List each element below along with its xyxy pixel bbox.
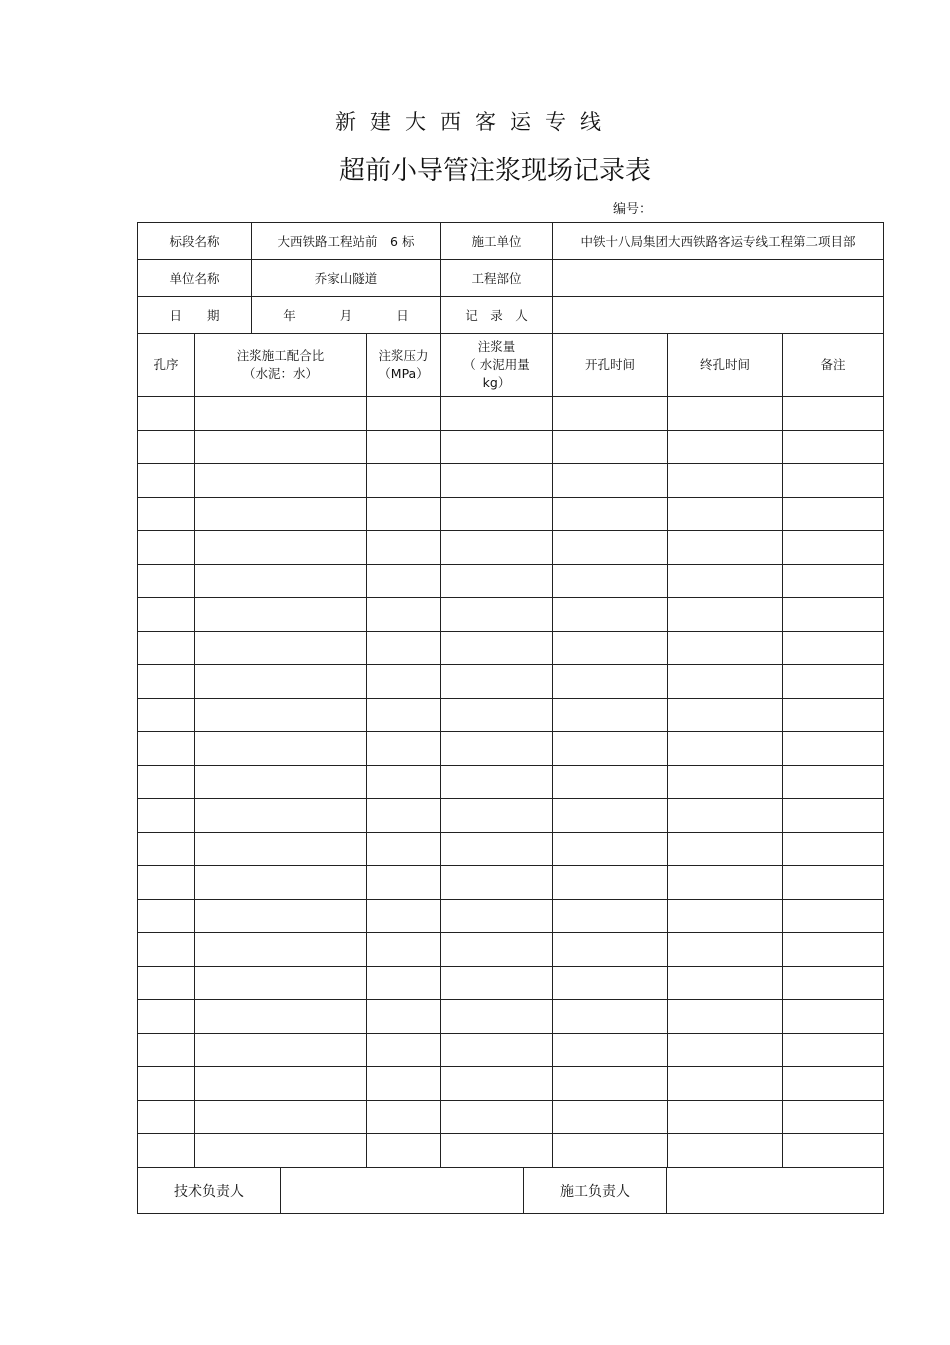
end-time-cell[interactable]: [668, 698, 783, 732]
end-time-cell[interactable]: [668, 397, 783, 431]
volume-cell[interactable]: [441, 397, 553, 431]
col-mix-ratio-line1: 注浆施工配合比: [236, 348, 325, 363]
column-header-row: [138, 334, 884, 397]
mix-ratio-cell[interactable]: [195, 631, 367, 665]
unit-value[interactable]: 乔家山隧道: [252, 260, 441, 297]
mix-ratio-cell[interactable]: [195, 665, 367, 699]
table-row: [138, 732, 884, 766]
end-time-cell[interactable]: [668, 464, 783, 498]
col-pressure-line2: （MPa）: [378, 366, 429, 381]
mix-ratio-cell[interactable]: [195, 866, 367, 900]
remarks-cell[interactable]: [783, 832, 884, 866]
volume-cell[interactable]: [441, 899, 553, 933]
volume-cell[interactable]: [441, 1033, 553, 1067]
start-time-cell[interactable]: [553, 832, 668, 866]
recorder-value[interactable]: [553, 297, 884, 334]
pressure-cell[interactable]: [367, 933, 441, 967]
start-time-cell[interactable]: [553, 397, 668, 431]
hole-no-cell[interactable]: [138, 397, 195, 431]
volume-cell[interactable]: [441, 966, 553, 1000]
start-time-cell[interactable]: [553, 1033, 668, 1067]
hole-no-cell[interactable]: [138, 765, 195, 799]
pressure-cell[interactable]: [367, 397, 441, 431]
start-time-cell[interactable]: [553, 497, 668, 531]
hole-no-cell[interactable]: [138, 497, 195, 531]
remarks-cell[interactable]: [783, 732, 884, 766]
info-row-date: [138, 297, 884, 334]
col-pressure: [367, 334, 441, 397]
hole-no-cell[interactable]: [138, 1067, 195, 1101]
volume-cell[interactable]: [441, 765, 553, 799]
remarks-cell[interactable]: [783, 665, 884, 699]
mix-ratio-cell[interactable]: [195, 598, 367, 632]
col-volume-line1: 注浆量: [477, 339, 516, 354]
col-end-time: 终孔时间: [668, 334, 783, 397]
remarks-cell[interactable]: [783, 899, 884, 933]
construction-lead-label: 施工负责人: [524, 1168, 667, 1214]
serial-number: [613, 198, 692, 217]
remarks-cell[interactable]: [783, 1000, 884, 1034]
end-time-cell[interactable]: [668, 899, 783, 933]
date-label: 日 期: [138, 297, 252, 334]
date-month: 月: [339, 308, 353, 323]
table-row: [138, 598, 884, 632]
remarks-cell[interactable]: [783, 799, 884, 833]
table-row: [138, 1000, 884, 1034]
volume-cell[interactable]: [441, 1067, 553, 1101]
end-time-cell[interactable]: [668, 1067, 783, 1101]
end-time-cell[interactable]: [668, 1000, 783, 1034]
pressure-cell[interactable]: [367, 1134, 441, 1168]
table-row: [138, 933, 884, 967]
hole-no-cell[interactable]: [138, 430, 195, 464]
col-start-time: 开孔时间: [553, 334, 668, 397]
construction-lead-signature[interactable]: [667, 1168, 884, 1214]
form-title: 超前小导管注浆现场记录表: [338, 156, 651, 186]
hole-no-cell[interactable]: [138, 1134, 195, 1168]
volume-cell[interactable]: [441, 1000, 553, 1034]
start-time-cell[interactable]: [553, 665, 668, 699]
col-remarks: 备注: [783, 334, 884, 397]
mix-ratio-cell[interactable]: [195, 464, 367, 498]
volume-cell[interactable]: [441, 1100, 553, 1134]
mix-ratio-cell[interactable]: [195, 799, 367, 833]
pressure-cell[interactable]: [367, 598, 441, 632]
start-time-cell[interactable]: [553, 531, 668, 565]
start-time-cell[interactable]: [553, 598, 668, 632]
start-time-cell[interactable]: [553, 1134, 668, 1168]
volume-cell[interactable]: [441, 799, 553, 833]
col-volume-line2: （ 水泥用量: [463, 357, 530, 372]
start-time-cell[interactable]: [553, 799, 668, 833]
end-time-cell[interactable]: [668, 1100, 783, 1134]
mix-ratio-cell[interactable]: [195, 1134, 367, 1168]
pressure-cell[interactable]: [367, 732, 441, 766]
table-row: [138, 531, 884, 565]
volume-cell[interactable]: [441, 832, 553, 866]
pressure-cell[interactable]: [367, 1067, 441, 1101]
section-label: 标段名称: [138, 223, 252, 260]
hole-no-cell[interactable]: [138, 832, 195, 866]
mix-ratio-cell[interactable]: [195, 698, 367, 732]
start-time-cell[interactable]: [553, 698, 668, 732]
hole-no-cell[interactable]: [138, 1033, 195, 1067]
col-hole-no: 孔序: [138, 334, 195, 397]
start-time-cell[interactable]: [553, 631, 668, 665]
table-row: [138, 1134, 884, 1168]
volume-cell[interactable]: [441, 497, 553, 531]
table-row: [138, 1067, 884, 1101]
start-time-cell[interactable]: [553, 1000, 668, 1034]
remarks-cell[interactable]: [783, 598, 884, 632]
remarks-cell[interactable]: [783, 1100, 884, 1134]
end-time-cell[interactable]: [668, 966, 783, 1000]
volume-cell[interactable]: [441, 464, 553, 498]
col-volume-line3: kg）: [482, 375, 511, 390]
remarks-cell[interactable]: [783, 966, 884, 1000]
mix-ratio-cell[interactable]: [195, 430, 367, 464]
table-row: [138, 966, 884, 1000]
pressure-cell[interactable]: [367, 430, 441, 464]
end-time-cell[interactable]: [668, 732, 783, 766]
info-row-unit: [138, 260, 884, 297]
start-time-cell[interactable]: [553, 732, 668, 766]
pressure-cell[interactable]: [367, 799, 441, 833]
table-row: [138, 430, 884, 464]
col-mix-ratio: [195, 334, 367, 397]
end-time-cell[interactable]: [668, 598, 783, 632]
mix-ratio-cell[interactable]: [195, 832, 367, 866]
mix-ratio-cell[interactable]: [195, 1100, 367, 1134]
remarks-cell[interactable]: [783, 933, 884, 967]
pressure-cell[interactable]: [367, 531, 441, 565]
end-time-cell[interactable]: [668, 631, 783, 665]
table-row: [138, 799, 884, 833]
end-time-cell[interactable]: [668, 832, 783, 866]
volume-cell[interactable]: [441, 1134, 553, 1168]
remarks-cell[interactable]: [783, 1033, 884, 1067]
end-time-cell[interactable]: [668, 564, 783, 598]
volume-cell[interactable]: [441, 698, 553, 732]
start-time-cell[interactable]: [553, 966, 668, 1000]
table-row: [138, 397, 884, 431]
pressure-cell[interactable]: [367, 564, 441, 598]
recorder-label: 记 录 人: [441, 297, 553, 334]
volume-cell[interactable]: [441, 598, 553, 632]
tech-lead-signature[interactable]: [281, 1168, 524, 1214]
hole-no-cell[interactable]: [138, 1100, 195, 1134]
contractor-label: 施工单位: [441, 223, 553, 260]
end-time-cell[interactable]: [668, 765, 783, 799]
end-time-cell[interactable]: [668, 799, 783, 833]
pressure-cell[interactable]: [367, 832, 441, 866]
date-value[interactable]: [252, 297, 441, 334]
end-time-cell[interactable]: [668, 1033, 783, 1067]
pressure-cell[interactable]: [367, 1000, 441, 1034]
table-row: [138, 832, 884, 866]
table-row: [138, 497, 884, 531]
table-row: [138, 698, 884, 732]
grouting-record-table: [137, 222, 884, 1168]
end-time-cell[interactable]: [668, 531, 783, 565]
start-time-cell[interactable]: [553, 899, 668, 933]
remarks-cell[interactable]: [783, 631, 884, 665]
hole-no-cell[interactable]: [138, 866, 195, 900]
pressure-cell[interactable]: [367, 464, 441, 498]
part-value[interactable]: [553, 260, 884, 297]
hole-no-cell[interactable]: [138, 732, 195, 766]
hole-no-cell[interactable]: [138, 899, 195, 933]
remarks-cell[interactable]: [783, 497, 884, 531]
mix-ratio-cell[interactable]: [195, 732, 367, 766]
signature-row: [137, 1167, 884, 1214]
start-time-cell[interactable]: [553, 1067, 668, 1101]
end-time-cell[interactable]: [668, 933, 783, 967]
part-label: 工程部位: [441, 260, 553, 297]
remarks-cell[interactable]: [783, 866, 884, 900]
end-time-cell[interactable]: [668, 430, 783, 464]
pressure-cell[interactable]: [367, 765, 441, 799]
unit-label: 单位名称: [138, 260, 252, 297]
pressure-cell[interactable]: [367, 899, 441, 933]
hole-no-cell[interactable]: [138, 598, 195, 632]
table-row: [138, 1033, 884, 1067]
mix-ratio-cell[interactable]: [195, 397, 367, 431]
hole-no-cell[interactable]: [138, 799, 195, 833]
start-time-cell[interactable]: [553, 933, 668, 967]
remarks-cell[interactable]: [783, 765, 884, 799]
end-time-cell[interactable]: [668, 866, 783, 900]
remarks-cell[interactable]: [783, 698, 884, 732]
pressure-cell[interactable]: [367, 665, 441, 699]
table-row: [138, 765, 884, 799]
section-value[interactable]: 大西铁路工程站前 6 标: [252, 223, 441, 260]
mix-ratio-cell[interactable]: [195, 497, 367, 531]
start-time-cell[interactable]: [553, 866, 668, 900]
hole-no-cell[interactable]: [138, 531, 195, 565]
remarks-cell[interactable]: [783, 1134, 884, 1168]
mix-ratio-cell[interactable]: [195, 966, 367, 1000]
col-mix-ratio-line2: （水泥：水）: [243, 366, 319, 381]
tech-lead-label: 技术负责人: [138, 1168, 281, 1214]
start-time-cell[interactable]: [553, 1100, 668, 1134]
mix-ratio-cell[interactable]: [195, 1033, 367, 1067]
start-time-cell[interactable]: [553, 464, 668, 498]
volume-cell[interactable]: [441, 564, 553, 598]
info-row-section: [138, 223, 884, 260]
remarks-cell[interactable]: [783, 430, 884, 464]
col-volume: [441, 334, 553, 397]
remarks-cell[interactable]: [783, 1067, 884, 1101]
hole-no-cell[interactable]: [138, 564, 195, 598]
table-row: [138, 866, 884, 900]
table-row: [138, 899, 884, 933]
serial-label: 编号：: [613, 202, 653, 217]
volume-cell[interactable]: [441, 430, 553, 464]
end-time-cell[interactable]: [668, 665, 783, 699]
contractor-value[interactable]: 中铁十八局集团大西铁路客运专线工程第二项目部: [553, 223, 884, 260]
hole-no-cell[interactable]: [138, 698, 195, 732]
start-time-cell[interactable]: [553, 430, 668, 464]
mix-ratio-cell[interactable]: [195, 1000, 367, 1034]
volume-cell[interactable]: [441, 531, 553, 565]
remarks-cell[interactable]: [783, 397, 884, 431]
mix-ratio-cell[interactable]: [195, 899, 367, 933]
pressure-cell[interactable]: [367, 698, 441, 732]
table-row: [138, 665, 884, 699]
pressure-cell[interactable]: [367, 1100, 441, 1134]
table-row: [138, 564, 884, 598]
table-row: [138, 464, 884, 498]
volume-cell[interactable]: [441, 933, 553, 967]
start-time-cell[interactable]: [553, 765, 668, 799]
col-pressure-line1: 注浆压力: [378, 348, 429, 363]
pressure-cell[interactable]: [367, 866, 441, 900]
remarks-cell[interactable]: [783, 564, 884, 598]
mix-ratio-cell[interactable]: [195, 1067, 367, 1101]
volume-cell[interactable]: [441, 665, 553, 699]
remarks-cell[interactable]: [783, 464, 884, 498]
remarks-cell[interactable]: [783, 531, 884, 565]
table-row: [138, 631, 884, 665]
hole-no-cell[interactable]: [138, 631, 195, 665]
pressure-cell[interactable]: [367, 631, 441, 665]
pressure-cell[interactable]: [367, 1033, 441, 1067]
mix-ratio-cell[interactable]: [195, 564, 367, 598]
end-time-cell[interactable]: [668, 497, 783, 531]
hole-no-cell[interactable]: [138, 665, 195, 699]
mix-ratio-cell[interactable]: [195, 765, 367, 799]
hole-no-cell[interactable]: [138, 1000, 195, 1034]
project-name: 新建大西客运专线: [335, 110, 615, 134]
end-time-cell[interactable]: [668, 1134, 783, 1168]
mix-ratio-cell[interactable]: [195, 933, 367, 967]
volume-cell[interactable]: [441, 732, 553, 766]
date-year: 年: [283, 308, 296, 323]
hole-no-cell[interactable]: [138, 933, 195, 967]
start-time-cell[interactable]: [553, 564, 668, 598]
table-row: [138, 1100, 884, 1134]
volume-cell[interactable]: [441, 866, 553, 900]
hole-no-cell[interactable]: [138, 464, 195, 498]
pressure-cell[interactable]: [367, 966, 441, 1000]
hole-no-cell[interactable]: [138, 966, 195, 1000]
date-day: 日: [396, 308, 409, 323]
pressure-cell[interactable]: [367, 497, 441, 531]
mix-ratio-cell[interactable]: [195, 531, 367, 565]
volume-cell[interactable]: [441, 631, 553, 665]
